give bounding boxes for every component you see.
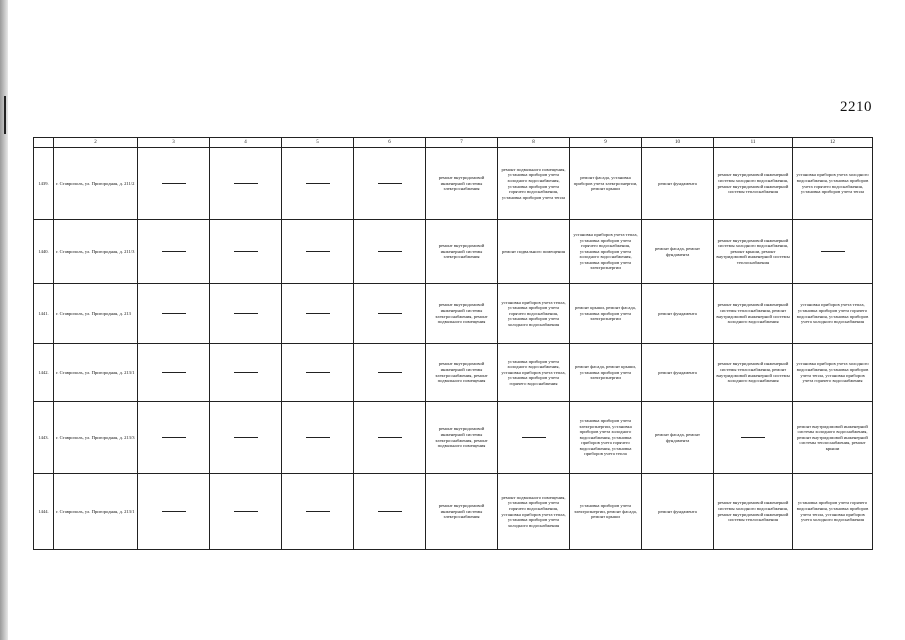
dash-mark: [522, 437, 546, 438]
works-cell: ремонт внутридомовой инженерной системы теплоснабжения, ремонт внутридомовой инженерной системы холодного водоснабжения: [714, 284, 793, 344]
column-header: 8: [498, 138, 570, 148]
dash-mark: [234, 313, 258, 314]
works-cell: ремонт внутридомовой инженерной системы электроснабжения, ремонт подвального помещения: [426, 344, 498, 402]
row-number: 1442.: [34, 344, 54, 402]
works-cell: установка приборов учета холодного водоснабжения, установка приборов учета тепла, установка приборов учета горячего водоснабжения: [793, 344, 873, 402]
dash-mark: [306, 183, 330, 184]
row-number: 1440.: [34, 220, 54, 284]
dash-mark: [821, 251, 845, 252]
empty-cell: [210, 474, 282, 550]
dash-mark: [162, 183, 186, 184]
works-cell: ремонт внутридомовой инженерной системы холодного водоснабжения, ремонт внутридомовой инженерной системы теплоснабжения, ремонт крыши: [793, 402, 873, 474]
column-header: 7: [426, 138, 498, 148]
dash-mark: [378, 511, 402, 512]
empty-cell: [138, 220, 210, 284]
table-row: [34, 148, 873, 220]
works-cell: ремонт фасада, ремонт фундамента: [642, 402, 714, 474]
works-cell: установка приборов учета горячего водоснабжения, установка приборов учета тепла, установка приборов учета холодного водоснабжения: [793, 474, 873, 550]
row-number: 1444.: [34, 474, 54, 550]
works-cell: ремонт фундамента: [642, 344, 714, 402]
row-number: 1443.: [34, 402, 54, 474]
works-cell: установка приборов учета электроэнергии, ремонт фасада, ремонт крыши: [570, 474, 642, 550]
table-row: [34, 402, 873, 474]
works-cell: ремонт подвального помещения, установка приборов учета холодного водоснабжения, установка приборов учета горячего водоснабжения, установка приборов учета тепла: [498, 148, 570, 220]
works-cell: ремонт внутридомовой инженерной системы электроснабжения, ремонт подвального помещения: [426, 284, 498, 344]
empty-cell: [282, 402, 354, 474]
empty-cell: [282, 284, 354, 344]
empty-cell: [282, 220, 354, 284]
row-number: 1441.: [34, 284, 54, 344]
works-cell: установка приборов учета тепла, установка приборов учета горячего водоснабжения, установка приборов учета холодного водоснабжения, установка приборов учета электроэнергии: [570, 220, 642, 284]
works-cell: ремонт фасада, ремонт фундамента: [642, 220, 714, 284]
dash-mark: [162, 372, 186, 373]
empty-cell: [210, 284, 282, 344]
column-header: 9: [570, 138, 642, 148]
column-header: 5: [282, 138, 354, 148]
dash-mark: [306, 372, 330, 373]
empty-cell: [282, 474, 354, 550]
empty-cell: [793, 220, 873, 284]
table-row: [34, 284, 873, 344]
empty-cell: [354, 220, 426, 284]
empty-cell: [354, 284, 426, 344]
works-cell: ремонт внутридомовой инженерной системы холодного водоснабжения, ремонт внутридомовой инженерной системы теплоснабжения: [714, 148, 793, 220]
dash-mark: [378, 313, 402, 314]
column-header: 12: [793, 138, 873, 148]
column-header: 11: [714, 138, 793, 148]
works-cell: ремонт внутридомовой инженерной системы холодного водоснабжения, ремонт крыши, ремонт внутридомовой инженерной системы теплоснабжения: [714, 220, 793, 284]
empty-cell: [210, 344, 282, 402]
works-cell: установка приборов учета холодного водоснабжения, установка приборов учета тепла, установка приборов учета горячего водоснабжения: [498, 344, 570, 402]
table-row: [34, 344, 873, 402]
works-cell: установка приборов учета электроэнергии, установка приборов учета холодного водоснабжения, установка приборов учета горячего водоснабжения, установка приборов учета тепла: [570, 402, 642, 474]
works-cell: ремонт внутридомовой инженерной системы электроснабжения: [426, 148, 498, 220]
column-header: 3: [138, 138, 210, 148]
column-number-row: [34, 138, 873, 148]
empty-cell: [354, 148, 426, 220]
works-cell: ремонт крыши, ремонт фасада, установка приборов учета электроэнергии: [570, 284, 642, 344]
column-header: 4: [210, 138, 282, 148]
works-cell: ремонт внутридомовой инженерной системы электроснабжения: [426, 220, 498, 284]
works-cell: ремонт фундамента: [642, 148, 714, 220]
dash-mark: [378, 251, 402, 252]
table-row: [34, 220, 873, 284]
margin-mark: [4, 96, 6, 134]
dash-mark: [306, 313, 330, 314]
dash-mark: [741, 437, 765, 438]
empty-cell: [210, 402, 282, 474]
dash-mark: [378, 437, 402, 438]
address-cell: г. Ставрополь, ул. Пригородная, д. 213/1: [54, 344, 138, 402]
address-cell: г. Ставрополь, ул. Пригородная, д. 213/3: [54, 402, 138, 474]
empty-cell: [354, 344, 426, 402]
empty-cell: [138, 474, 210, 550]
works-cell: ремонт фундамента: [642, 284, 714, 344]
works-cell: ремонт подвального помещения, установка приборов учета горячего водоснабжения, установка приборов учета тепла, установка приборов учета холодного водоснабжения: [498, 474, 570, 550]
works-cell: установка приборов учета тепла, установка приборов учета горячего водоснабжения, установка приборов учета холодного водоснабжения: [793, 284, 873, 344]
works-cell: ремонт фундамента: [642, 474, 714, 550]
empty-cell: [282, 344, 354, 402]
page-number: 2210: [840, 99, 872, 115]
dash-mark: [234, 437, 258, 438]
row-number: 1439.: [34, 148, 54, 220]
works-cell: ремонт внутридомовой инженерной системы холодного водоснабжения, ремонт внутридомовой инженерной системы теплоснабжения: [714, 474, 793, 550]
empty-cell: [138, 148, 210, 220]
works-cell: ремонт подвального помещения: [498, 220, 570, 284]
empty-cell: [138, 344, 210, 402]
dash-mark: [234, 372, 258, 373]
address-cell: г. Ставрополь, ул. Пригородная, д. 211/2: [54, 148, 138, 220]
works-cell: ремонт внутридомовой инженерной системы электроснабжения: [426, 474, 498, 550]
dash-mark: [162, 437, 186, 438]
dash-mark: [162, 313, 186, 314]
column-header: 2: [54, 138, 138, 148]
works-table: [33, 137, 873, 550]
empty-cell: [138, 402, 210, 474]
dash-mark: [306, 437, 330, 438]
dash-mark: [234, 511, 258, 512]
works-cell: ремонт фасада, ремонт крыши, установка приборов учета электроэнергии: [570, 344, 642, 402]
table-row: [34, 474, 873, 550]
dash-mark: [162, 511, 186, 512]
address-cell: г. Ставрополь, ул. Пригородная, д. 213: [54, 284, 138, 344]
works-cell: ремонт внутридомовой инженерной системы электроснабжения, ремонт подвального помещения: [426, 402, 498, 474]
dash-mark: [234, 183, 258, 184]
dash-mark: [234, 251, 258, 252]
address-cell: г. Ставрополь, ул. Пригородная, д. 213/1: [54, 474, 138, 550]
dash-mark: [306, 511, 330, 512]
empty-cell: [354, 402, 426, 474]
works-cell: установка приборов учета холодного водоснабжения, установка приборов учета горячего водоснабжения, установка приборов учета тепла: [793, 148, 873, 220]
empty-cell: [282, 148, 354, 220]
empty-cell: [210, 220, 282, 284]
dash-mark: [378, 183, 402, 184]
address-cell: г. Ставрополь, ул. Пригородная, д. 211/3: [54, 220, 138, 284]
works-cell: ремонт фасада, установка приборов учета электроэнергии, ремонт крыши: [570, 148, 642, 220]
works-cell: ремонт внутридомовой инженерной системы теплоснабжения, ремонт внутридомовой инженерной системы холодного водоснабжения: [714, 344, 793, 402]
empty-cell: [714, 402, 793, 474]
column-header: 10: [642, 138, 714, 148]
column-header: 6: [354, 138, 426, 148]
empty-cell: [354, 474, 426, 550]
column-header: [34, 138, 54, 148]
works-cell: установка приборов учета тепла, установка приборов учета горячего водоснабжения, установка приборов учета холодного водоснабжения: [498, 284, 570, 344]
empty-cell: [498, 402, 570, 474]
dash-mark: [162, 251, 186, 252]
empty-cell: [138, 284, 210, 344]
dash-mark: [378, 372, 402, 373]
dash-mark: [306, 251, 330, 252]
empty-cell: [210, 148, 282, 220]
